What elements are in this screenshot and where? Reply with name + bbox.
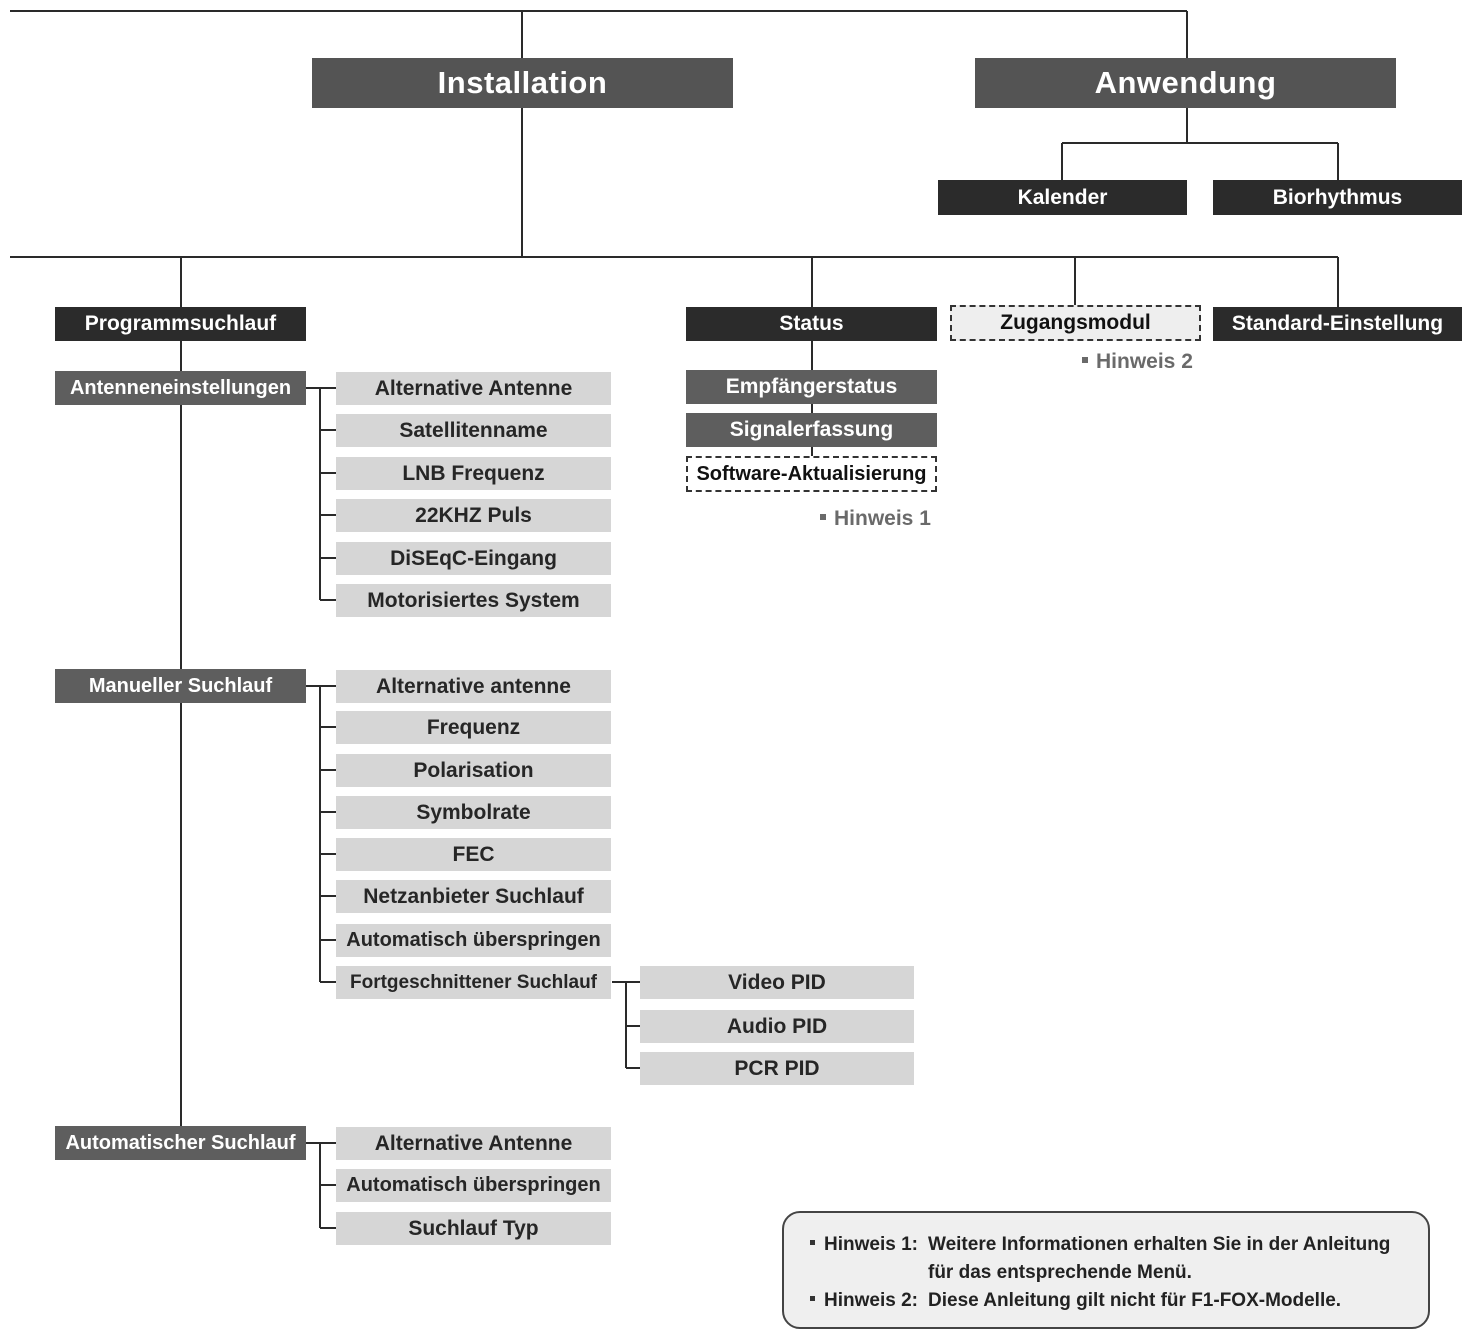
antennen-item: Alternative Antenne xyxy=(336,372,611,405)
automatisch-item: Alternative Antenne xyxy=(336,1127,611,1160)
manuell-item: Symbolrate xyxy=(336,796,611,829)
bullet-icon xyxy=(810,1231,824,1259)
bullet-icon xyxy=(810,1287,824,1315)
anwendung-header: Anwendung xyxy=(975,58,1396,108)
note-1-cont: für das entsprechende Menü. xyxy=(928,1262,1192,1283)
manueller-suchlauf-node: Manueller Suchlauf xyxy=(55,669,306,703)
manuell-item: Fortgeschnittener Suchlauf xyxy=(336,966,611,999)
notes-box xyxy=(782,1211,1430,1329)
note-2-text: Diese Anleitung gilt nicht für F1-FOX-Modelle. xyxy=(928,1290,1342,1311)
manuell-item: Frequenz xyxy=(336,711,611,744)
hinweis-1-label: Hinweis 1 xyxy=(834,507,931,530)
note-line-1-cont xyxy=(810,1259,1428,1287)
manuell-item: Automatisch überspringen xyxy=(336,924,611,957)
hinweis-2-label: Hinweis 2 xyxy=(1096,350,1193,373)
antennen-item: 22KHZ Puls xyxy=(336,499,611,532)
software-aktualisierung-node: Software-Aktualisierung xyxy=(686,456,937,492)
manuell-item: Alternative antenne xyxy=(336,670,611,703)
automatisch-item: Suchlauf Typ xyxy=(336,1212,611,1245)
kalender-node: Kalender xyxy=(938,180,1187,215)
pid-item: Video PID xyxy=(640,966,914,999)
manuell-item: FEC xyxy=(336,838,611,871)
note-line-2 xyxy=(810,1287,1428,1315)
antenneneinstellungen-node: Antenneneinstellungen xyxy=(55,371,306,405)
installation-header: Installation xyxy=(312,58,733,108)
automatischer-suchlauf-node: Automatischer Suchlauf xyxy=(55,1126,306,1160)
manuell-item: Netzanbieter Suchlauf xyxy=(336,880,611,913)
antennen-item: Satellitenname xyxy=(336,414,611,447)
zugangsmodul-node: Zugangsmodul xyxy=(950,305,1201,341)
programmsuchlauf-node: Programmsuchlauf xyxy=(55,307,306,341)
status-node: Status xyxy=(686,307,937,341)
note-2-key: Hinweis 2: xyxy=(824,1290,918,1311)
pid-item: PCR PID xyxy=(640,1052,914,1085)
note-1-text: Weitere Informationen erhalten Sie in der Anleitung xyxy=(928,1234,1391,1255)
empfaengerstatus-node: Empfängerstatus xyxy=(686,370,937,404)
antennen-item: Motorisiertes System xyxy=(336,584,611,617)
biorhythmus-node: Biorhythmus xyxy=(1213,180,1462,215)
note-line-1 xyxy=(810,1231,1428,1259)
pid-item: Audio PID xyxy=(640,1010,914,1043)
antennen-item: LNB Frequenz xyxy=(336,457,611,490)
hinweis-1-marker xyxy=(820,507,931,531)
manuell-item: Polarisation xyxy=(336,754,611,787)
note-1-key: Hinweis 1: xyxy=(824,1234,918,1255)
hinweis-2-marker xyxy=(1082,350,1193,374)
standard-einstellung-node: Standard-Einstellung xyxy=(1213,307,1462,341)
antennen-item: DiSEqC-Eingang xyxy=(336,542,611,575)
signalerfassung-node: Signalerfassung xyxy=(686,413,937,447)
automatisch-item: Automatisch überspringen xyxy=(336,1169,611,1202)
